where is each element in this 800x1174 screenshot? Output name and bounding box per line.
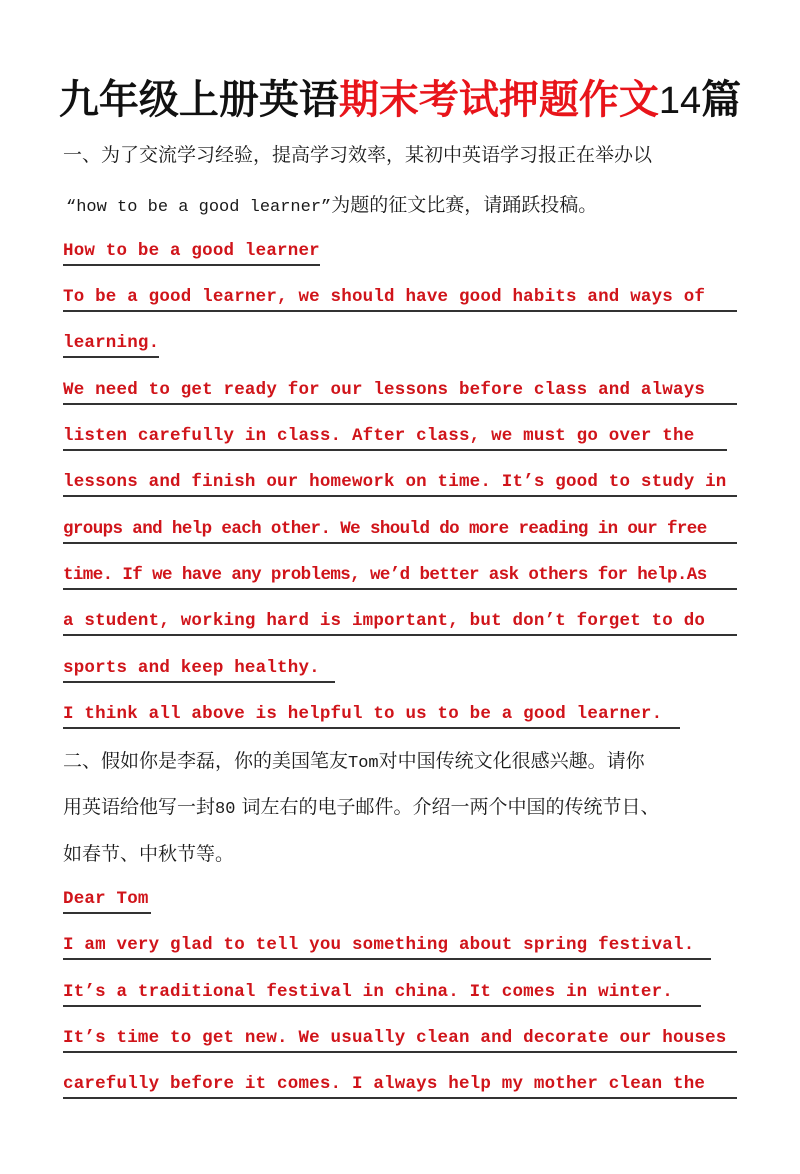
title-part-unit: 篇 [701,77,742,123]
section2-prompt-line3: 如春节、中秋节等。 [63,843,235,865]
essay2-line: It’s a traditional festival in china. It comes in winter. [63,979,701,1007]
section2-penfriend-name: Tom [348,754,379,773]
essay2-salutation: Dear Tom [63,886,151,914]
title-part-count: 14 [658,80,702,122]
section1-prompt-line2 [66,190,597,220]
essay1-line: We need to get ready for our lessons before class and always [63,377,737,405]
section2-prompt-d: 用英语给他写一封 [63,796,216,818]
title-part-grade: 九年级上册英语 [58,77,339,123]
section1-topic-quote: “how to be a good learner” [66,198,332,217]
section1-prompt-line1: 一、为了交流学习经验，提高学习效率，某初中英语学习报正在举办以 [63,144,653,166]
essay1-line: To be a good learner, we should have good habits and ways of [63,284,737,312]
section2-prompt-line1 [63,746,645,776]
essay2-line: I am very glad to tell you something about spring festival. [63,932,711,960]
essay1-line: lessons and finish our homework on time. It’s good to study in [63,469,737,497]
essay1-line: time. If we have any problems, we’d better ask others for help.As [63,562,737,590]
section2-prompt-a: 二、假如你是李磊，你的美国笔友 [63,750,349,772]
essay1-line: sports and keep healthy. [63,655,335,683]
essay1-line: listen carefully in class. After class, we must go over the [63,423,727,451]
essay1-line: groups and help each other. We should do more reading in our free [63,516,737,544]
essay1-title: How to be a good learner [63,238,320,266]
essay1-conclusion: I think all above is helpful to us to be a good learner. [63,701,680,729]
section2-word-count: 80 [215,800,236,819]
essay2-line: carefully before it comes. I always help my mother clean the [63,1071,737,1099]
section1-prompt-rest: 为题的征文比赛，请踊跃投稿。 [331,194,598,216]
essay1-line: learning. [63,330,159,358]
title-part-highlight: 期末考试押题作文 [338,77,659,123]
page-title [0,72,800,129]
essay2-line: It’s time to get new. We usually clean and decorate our houses [63,1025,737,1053]
section2-prompt-e: 词左右的电子邮件。介绍一两个中国的传统节日、 [241,796,660,818]
section2-prompt-c: 对中国传统文化很感兴趣。请你 [378,750,645,772]
section2-prompt-line2 [63,792,659,822]
essay1-line: a student, working hard is important, but don’t forget to do [63,608,737,636]
